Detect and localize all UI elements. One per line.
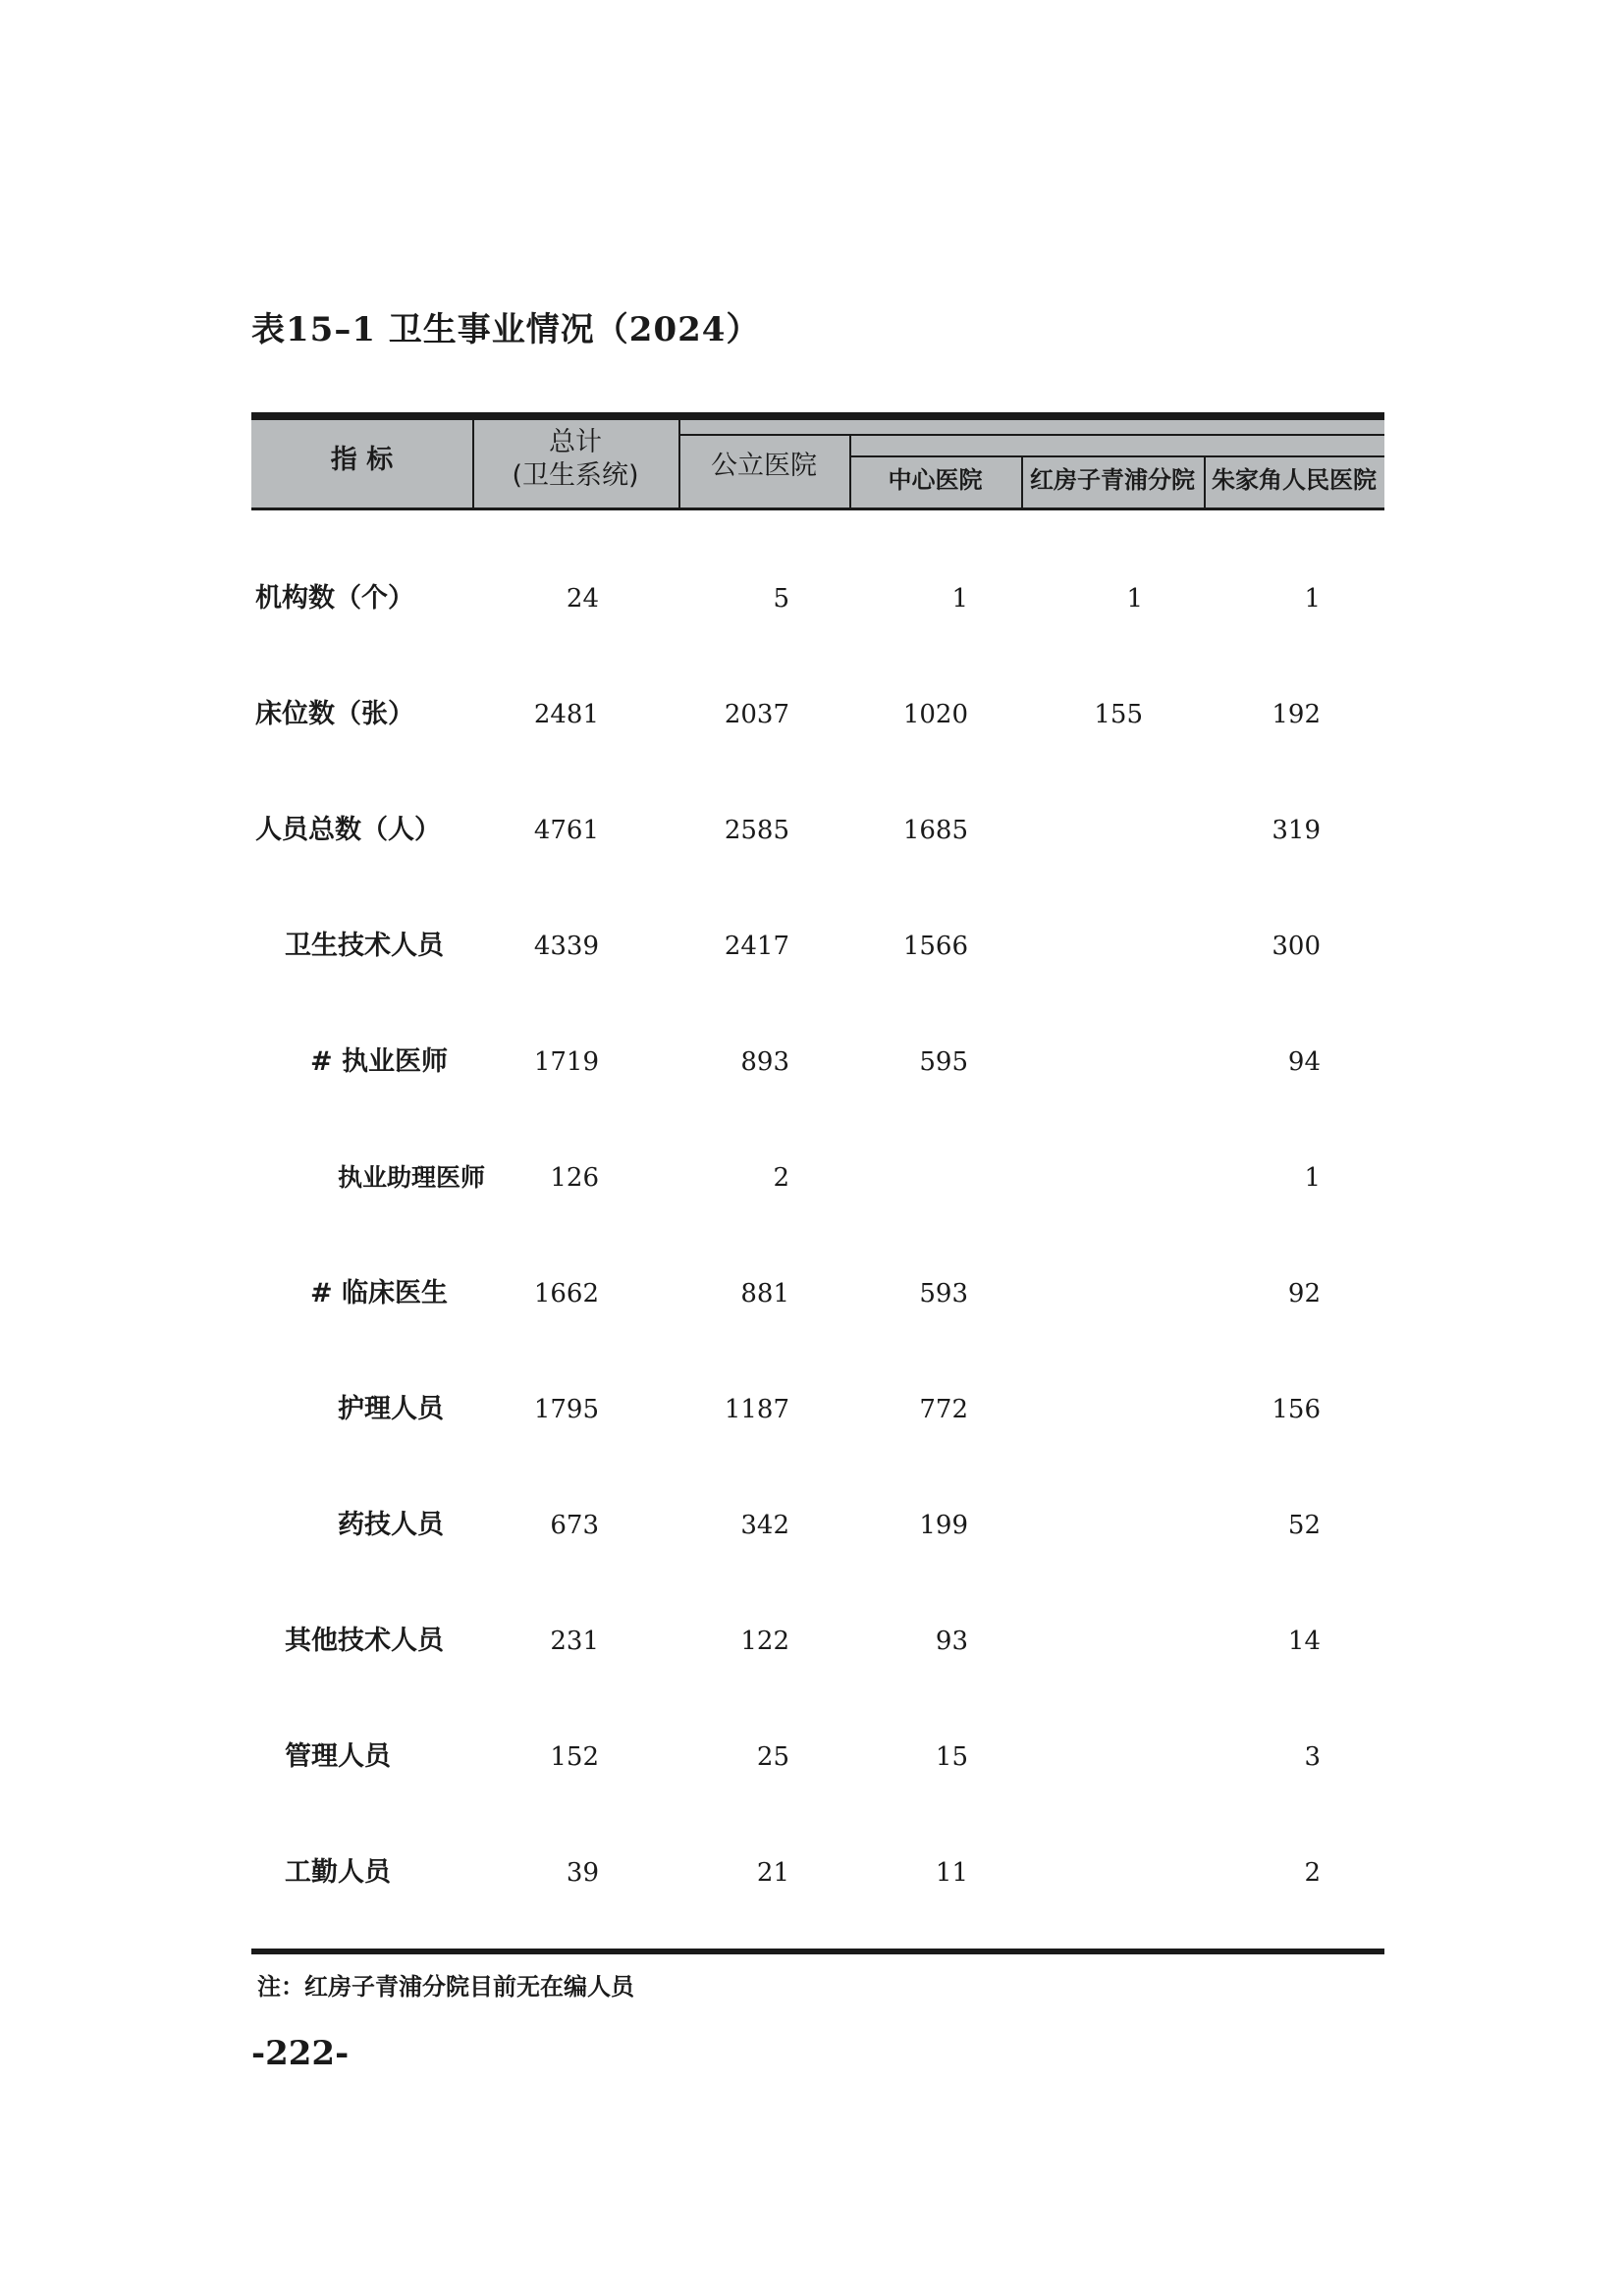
table-bottom-rule: [251, 1949, 1384, 1954]
cell-public: 2585: [724, 816, 789, 845]
cell-center: 595: [919, 1047, 968, 1077]
cell-public: 21: [756, 1858, 789, 1888]
header-zhujiajiao: 朱家角人民医院: [1212, 466, 1377, 494]
table-row: [0, 811, 1624, 850]
table-row: [0, 579, 1624, 618]
cell-center: 93: [935, 1627, 968, 1656]
page-number: -222-: [251, 2034, 350, 2073]
cell-total: 673: [550, 1511, 599, 1540]
cell-public: 881: [740, 1279, 789, 1308]
cell-zhujiajiao: 1: [1304, 1163, 1321, 1193]
cell-public: 342: [740, 1511, 789, 1540]
cell-zhujiajiao: 94: [1287, 1047, 1321, 1077]
cell-zhujiajiao: 14: [1287, 1627, 1321, 1656]
cell-zhujiajiao: 156: [1272, 1395, 1321, 1424]
table-row: [0, 1158, 1624, 1198]
table-row: [0, 1622, 1624, 1661]
cell-center: 1: [951, 584, 968, 614]
row-label: 人员总数（人）: [255, 815, 441, 845]
cell-total: 39: [566, 1858, 599, 1888]
cell-total: 126: [550, 1163, 599, 1193]
cell-zhujiajiao: 2: [1304, 1858, 1321, 1888]
cell-total: 4339: [533, 932, 599, 961]
row-label: 其他技术人员: [285, 1626, 444, 1656]
cell-center: 11: [935, 1858, 968, 1888]
row-label: 药技人员: [338, 1510, 444, 1540]
header-subline: [678, 434, 1384, 436]
cell-public: 2: [773, 1163, 789, 1193]
cell-zhujiajiao: 192: [1272, 700, 1321, 729]
cell-hongfangzi: 1: [1126, 584, 1143, 614]
table-row: [0, 1042, 1624, 1082]
table-note: 注：红房子青浦分院目前无在编人员: [257, 1973, 634, 2001]
cell-total: 231: [550, 1627, 599, 1656]
header-subline: [849, 455, 1384, 457]
table-header: [251, 412, 1384, 510]
row-label: 卫生技术人员: [285, 931, 444, 961]
table-row: [0, 1506, 1624, 1545]
table-row: [0, 1853, 1624, 1893]
cell-public: 2417: [724, 932, 789, 961]
cell-hongfangzi: 155: [1094, 700, 1143, 729]
row-label: 床位数（张）: [255, 699, 414, 729]
row-label: 机构数（个）: [255, 583, 414, 614]
cell-public: 25: [756, 1742, 789, 1772]
header-total-line2: (卫生系统): [512, 460, 639, 491]
table-row: [0, 695, 1624, 734]
cell-total: 24: [566, 584, 599, 614]
cell-zhujiajiao: 300: [1272, 932, 1321, 961]
row-label: 管理人员: [285, 1741, 391, 1772]
header-hongfangzi: 红房子青浦分院: [1030, 466, 1195, 494]
cell-center: 199: [919, 1511, 968, 1540]
cell-total: 152: [550, 1742, 599, 1772]
cell-zhujiajiao: 319: [1272, 816, 1321, 845]
cell-zhujiajiao: 92: [1287, 1279, 1321, 1308]
table-row: [0, 927, 1624, 966]
cell-center: 1685: [902, 816, 968, 845]
header-public-hospital: 公立医院: [711, 451, 817, 481]
cell-public: 122: [740, 1627, 789, 1656]
row-label: 工勤人员: [285, 1857, 391, 1888]
cell-total: 2481: [533, 700, 599, 729]
table-row: [0, 1274, 1624, 1313]
header-total-line1: 总计: [549, 427, 602, 457]
cell-center: 772: [919, 1395, 968, 1424]
cell-total: 1795: [533, 1395, 599, 1424]
header-indicator: 指 标: [330, 445, 394, 475]
cell-public: 5: [773, 584, 789, 614]
cell-zhujiajiao: 52: [1287, 1511, 1321, 1540]
row-label: 执业助理医师: [338, 1163, 486, 1192]
cell-zhujiajiao: 1: [1304, 584, 1321, 614]
cell-zhujiajiao: 3: [1304, 1742, 1321, 1772]
cell-total: 1662: [533, 1279, 599, 1308]
table-row: [0, 1737, 1624, 1777]
cell-center: 15: [935, 1742, 968, 1772]
cell-total: 4761: [533, 816, 599, 845]
cell-public: 2037: [724, 700, 789, 729]
header-center-hospital: 中心医院: [888, 466, 983, 494]
table-title: 表15–1 卫生事业情况（2024）: [251, 310, 761, 349]
row-label: # 临床医生: [310, 1278, 449, 1308]
cell-center: 1020: [902, 700, 968, 729]
cell-public: 1187: [724, 1395, 789, 1424]
table-row: [0, 1390, 1624, 1429]
row-label: 护理人员: [338, 1394, 444, 1424]
cell-total: 1719: [533, 1047, 599, 1077]
row-label: # 执业医师: [310, 1046, 449, 1077]
cell-public: 893: [740, 1047, 789, 1077]
cell-center: 593: [919, 1279, 968, 1308]
cell-center: 1566: [902, 932, 968, 961]
